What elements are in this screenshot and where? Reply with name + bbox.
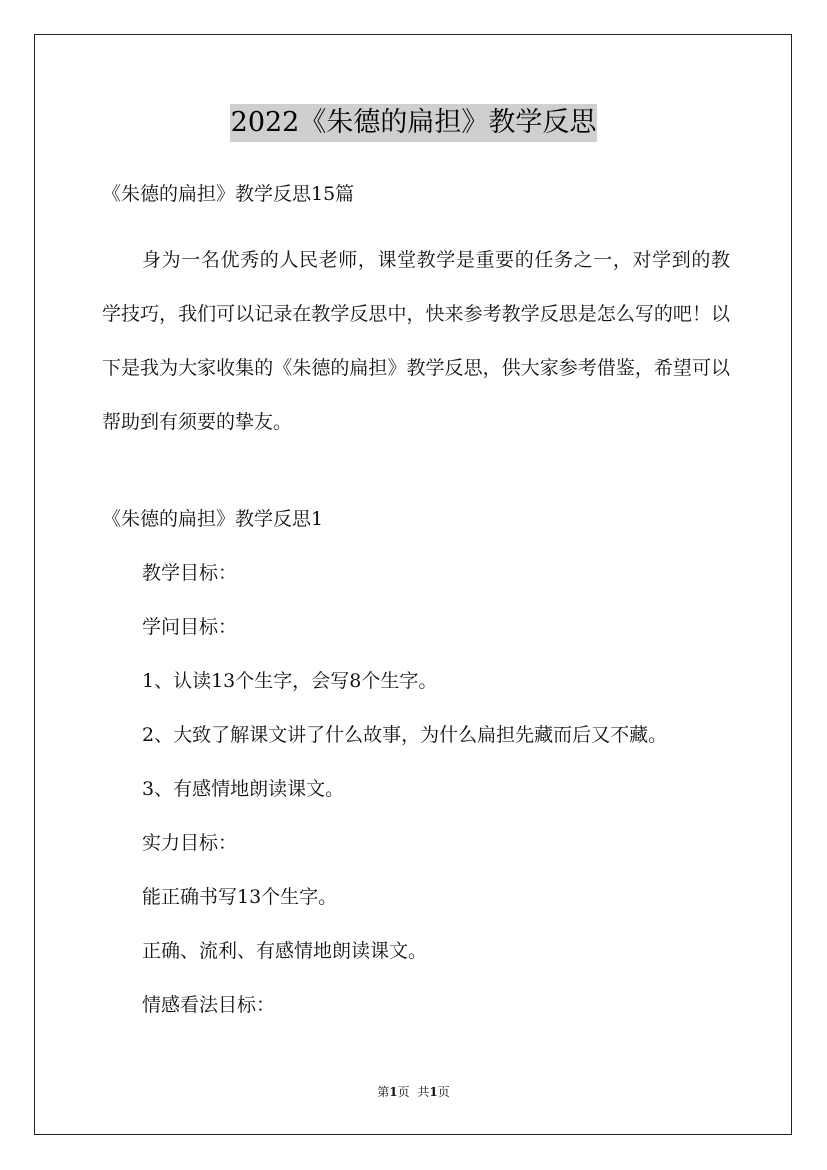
document-title: 2022《朱德的扁担》教学反思: [230, 104, 598, 142]
footer-page-prefix: 第: [377, 1085, 390, 1099]
body-line: 能正确书写13个生字。: [142, 886, 338, 908]
footer-page-suffix: 页: [397, 1085, 410, 1099]
footer-total-prefix: 共: [417, 1085, 430, 1099]
document-subtitle: 《朱德的扁担》教学反思15篇: [102, 183, 355, 205]
body-line: 教学目标：: [142, 562, 238, 584]
intro-paragraph: 身为一名优秀的人民老师，课堂教学是重要的任务之一，对学到的教学技巧，我们可以记录在教学反思中，快来参考教学反思是怎么写的吧！以下是我为大家收集的《朱德的扁担》教学反思，供大家参考借鉴，希望可以帮助到有须要的挚友。: [102, 249, 730, 433]
section-heading: 《朱德的扁担》教学反思1: [102, 508, 324, 530]
body-line: 正确、流利、有感情地朗读课文。: [142, 940, 428, 962]
page-footer: [0, 1084, 827, 1100]
body-line: 3、有感情地朗读课文。: [142, 778, 345, 800]
body-line: 情感看法目标：: [142, 994, 276, 1016]
body-line: 1、认读13个生字，会写8个生字。: [142, 670, 438, 692]
body-line: 实力目标：: [142, 832, 238, 854]
body-line: 学问目标：: [142, 616, 238, 638]
body-line: 2、大致了解课文讲了什么故事，为什么扁担先藏而后又不藏。: [142, 724, 668, 746]
footer-total-number: 1: [429, 1085, 438, 1099]
title-container: [0, 104, 827, 142]
footer-page-number: 1: [389, 1085, 398, 1099]
footer-total-suffix: 页: [437, 1085, 450, 1099]
